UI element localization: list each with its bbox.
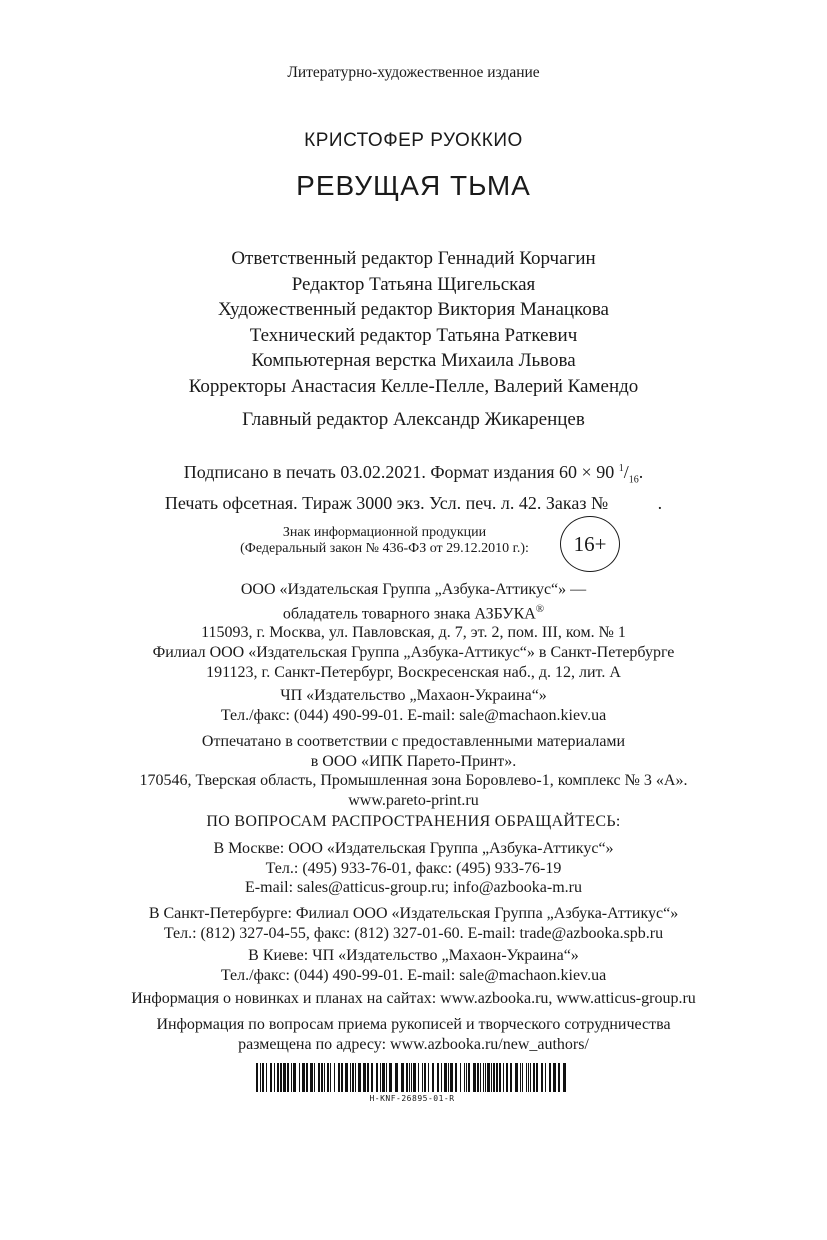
credit-line: Технический редактор Татьяна Раткевич — [249, 324, 578, 346]
distribution-heading: ПО ВОПРОСАМ РАСПРОСТРАНЕНИЯ ОБРАЩАЙТЕСЬ: — [206, 813, 621, 830]
barcode-bar — [563, 1063, 566, 1092]
barcode-bar — [270, 1063, 272, 1092]
barcode-bar — [448, 1063, 449, 1092]
barcode-bar — [291, 1063, 292, 1092]
barcode-bar — [355, 1063, 356, 1092]
printer-address: 170546, Тверская область, Промышленная зона Боровлево-1, комплекс № 3 «А». — [139, 772, 688, 789]
barcode-bar — [428, 1063, 429, 1092]
barcode-bar — [483, 1063, 484, 1092]
ukraine-line: ЧП «Издательство „Махаон-Украина“» — [280, 687, 547, 704]
age-rating-line2: (Федеральный закон № 436-ФЗ от 29.12.2010 г.): — [240, 541, 529, 556]
manuscripts-line: Информация по вопросам приема рукописей и творческого сотрудничества — [156, 1016, 671, 1033]
barcode-bar — [418, 1063, 419, 1092]
barcode-bar — [334, 1063, 335, 1092]
branch-line: Филиал ООО «Издательская Группа „Азбука-Аттикус“» в Санкт-Петербурге — [152, 644, 675, 661]
moscow-phones: Тел.: (495) 933-76-01, факс: (495) 933-76-19 — [265, 859, 562, 877]
barcode-bar — [299, 1063, 300, 1092]
barcode-bar — [485, 1063, 486, 1092]
credits-list — [0, 246, 827, 400]
barcode-bar — [310, 1063, 313, 1092]
publisher-line: ООО «Издательская Группа „Азбука-Аттикус“» — — [240, 581, 587, 598]
printer-block — [0, 732, 827, 810]
barcode-bar — [466, 1063, 467, 1092]
barcode-bar — [406, 1063, 408, 1092]
barcode-bar — [262, 1063, 264, 1092]
barcode-bar — [491, 1063, 492, 1092]
branch-block — [0, 643, 827, 682]
barcode-bar — [380, 1063, 381, 1092]
barcode-bar — [358, 1063, 361, 1092]
barcode-bar — [386, 1063, 387, 1092]
age-rating-text — [232, 525, 537, 557]
barcode-bar — [367, 1063, 369, 1092]
barcode-bar — [444, 1063, 447, 1092]
manuscripts-info — [0, 1015, 827, 1054]
barcode-bar — [413, 1063, 416, 1092]
barcode-bar — [558, 1063, 560, 1092]
branch-address: 191123, г. Санкт-Петербург, Воскресенская наб., д. 12, лит. А — [206, 663, 621, 681]
barcode-bar — [306, 1063, 308, 1092]
barcode-bar — [371, 1063, 373, 1092]
format-denominator: 16 — [628, 474, 639, 486]
barcode-bar — [460, 1063, 461, 1092]
spb-line: В Санкт-Петербурге: Филиал ООО «Издательская Группа „Азбука-Аттикус“» — [148, 905, 679, 922]
barcode-bar — [324, 1063, 325, 1092]
barcode-bar — [341, 1063, 343, 1092]
barcode-bar — [411, 1063, 412, 1092]
barcode — [252, 1063, 572, 1105]
barcode-bar — [256, 1063, 258, 1092]
printer-line: в ООО «ИПК Парето-Принт». — [310, 752, 517, 770]
credit-line: Редактор Татьяна Щигельская — [291, 273, 536, 295]
barcode-bar — [318, 1063, 320, 1092]
publisher-line: обладатель товарного знака АЗБУКА — [282, 604, 536, 622]
barcode-bar — [401, 1063, 404, 1092]
barcode-bars-icon — [252, 1063, 572, 1093]
barcode-bar — [468, 1063, 470, 1092]
kiev-contacts: Тел./факс: (044) 490-99-01. E-mail: sale@machaon.kiev.ua — [220, 966, 607, 984]
barcode-bar — [424, 1063, 426, 1092]
chief-editor: Главный редактор Александр Жикаренцев — [242, 409, 585, 430]
format-slash: / — [623, 462, 629, 482]
barcode-bar — [330, 1063, 331, 1092]
print-info-line2: Печать офсетная. Тираж 3000 экз. Усл. печ. л. 42. Заказ № . — [164, 492, 663, 513]
kiev-line: В Киеве: ЧП «Издательство „Махаон-Украина“» — [248, 947, 579, 964]
barcode-bar — [274, 1063, 275, 1092]
barcode-bar — [382, 1063, 385, 1092]
barcode-bar — [493, 1063, 495, 1092]
ukraine-block — [0, 686, 827, 725]
credit-line: Компьютерная верстка Михаила Львова — [251, 350, 576, 372]
distribution-kiev — [0, 946, 827, 985]
barcode-bar — [321, 1063, 323, 1092]
barcode-bar — [522, 1063, 523, 1092]
credit-line: Ответственный редактор Геннадий Корчагин — [231, 248, 596, 269]
barcode-bar — [432, 1063, 434, 1092]
barcode-bar — [506, 1063, 508, 1092]
barcode-bar — [545, 1063, 546, 1092]
barcode-bar — [376, 1063, 378, 1092]
barcode-bar — [496, 1063, 498, 1092]
print-info-line1 — [0, 457, 827, 492]
barcode-bar — [350, 1063, 351, 1092]
age-rating-value: 16+ — [573, 531, 607, 556]
publisher-block — [0, 580, 827, 643]
barcode-bar — [441, 1063, 442, 1092]
barcode-bar — [549, 1063, 551, 1092]
age-rating-line1: Знак информационной продукции — [282, 525, 487, 540]
barcode-bar — [464, 1063, 465, 1092]
barcode-bar — [280, 1063, 282, 1092]
format-period: . — [638, 462, 644, 482]
barcode-bar — [520, 1063, 521, 1092]
barcode-bar — [536, 1063, 538, 1092]
barcode-bar — [395, 1063, 398, 1092]
barcode-bar — [473, 1063, 476, 1092]
credit-line: Корректоры Анастасия Келле-Пелле, Валерий Камендо — [188, 375, 639, 397]
printer-line: Отпечатано в соответствии с предоставленными материалами — [201, 733, 626, 750]
barcode-bar — [487, 1063, 490, 1092]
barcode-bar — [510, 1063, 512, 1092]
barcode-bar — [363, 1063, 366, 1092]
barcode-bar — [533, 1063, 535, 1092]
author-name: КРИСТОФЕР РУОККИО — [304, 130, 523, 151]
print-format-text: Подписано в печать 03.02.2021. Формат издания 60 × 90 — [183, 462, 619, 482]
barcode-bar — [499, 1063, 501, 1092]
spb-contacts: Тел.: (812) 327-04-55, факс: (812) 327-01-60. E-mail: trade@azbooka.spb.ru — [163, 924, 664, 942]
barcode-bar — [455, 1063, 457, 1092]
barcode-text: H-KNF-26895-01-R — [369, 1094, 455, 1103]
registered-mark-icon: ® — [535, 602, 545, 615]
barcode-bar — [293, 1063, 296, 1092]
barcode-bar — [389, 1063, 392, 1092]
barcode-bar — [477, 1063, 479, 1092]
barcode-bar — [314, 1063, 315, 1092]
format-numerator: 1 — [618, 463, 624, 474]
barcode-bar — [541, 1063, 543, 1092]
barcode-bar — [345, 1063, 348, 1092]
barcode-bar — [450, 1063, 453, 1092]
barcode-bar — [260, 1063, 261, 1092]
barcode-bar — [480, 1063, 481, 1092]
barcode-bar — [277, 1063, 279, 1092]
distribution-spb — [0, 904, 827, 943]
barcode-bar — [302, 1063, 305, 1092]
print-info — [0, 457, 827, 515]
genre-label: Литературно-художественное издание — [287, 64, 540, 81]
barcode-bar — [503, 1063, 504, 1092]
barcode-bar — [266, 1063, 267, 1092]
barcode-bar — [526, 1063, 527, 1092]
credit-line: Художественный редактор Виктория Манацкова — [218, 299, 609, 321]
printer-website: www.pareto-print.ru — [348, 791, 479, 809]
news-info: Информация о новинках и планах на сайтах: www.azbooka.ru, www.atticus-group.ru — [131, 990, 696, 1007]
ukraine-contacts: Тел./факс: (044) 490-99-01. E-mail: sale@machaon.kiev.ua — [220, 706, 607, 724]
barcode-bar — [437, 1063, 439, 1092]
barcode-bar — [327, 1063, 329, 1092]
barcode-bar — [515, 1063, 518, 1092]
publisher-address: 115093, г. Москва, ул. Павловская, д. 7, эт. 2, пом. III, ком. № 1 — [201, 624, 626, 642]
barcode-bar — [530, 1063, 531, 1092]
moscow-email: E-mail: sales@atticus-group.ru; info@azbooka-m.ru — [245, 879, 582, 896]
barcode-bar — [553, 1063, 556, 1092]
age-rating-badge — [560, 516, 620, 572]
barcode-bar — [352, 1063, 354, 1092]
barcode-bar — [283, 1063, 286, 1092]
barcode-bar — [422, 1063, 423, 1092]
book-title: РЕВУЩАЯ ТЬМА — [296, 170, 531, 201]
moscow-line: В Москве: ООО «Издательская Группа „Азбука-Аттикус“» — [213, 840, 614, 857]
barcode-bar — [287, 1063, 289, 1092]
distribution-moscow — [0, 839, 827, 898]
manuscripts-address: размещена по адресу: www.azbooka.ru/new_authors/ — [238, 1035, 589, 1053]
barcode-bar — [338, 1063, 340, 1092]
barcode-bar — [528, 1063, 529, 1092]
barcode-bar — [409, 1063, 410, 1092]
publisher-trademark-line — [0, 600, 827, 624]
